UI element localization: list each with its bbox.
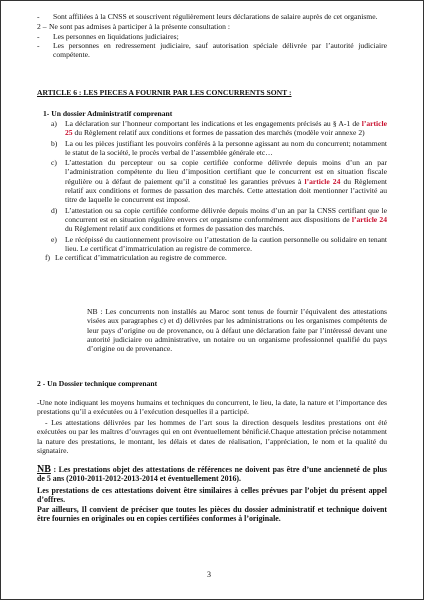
article-title: ARTICLE 6 : LES PIECES A FOURNIR PAR LES CONCURRENTS SONT : [37, 88, 292, 97]
article-reference: l’article 25 [65, 119, 387, 138]
article-reference: l’article 24 [351, 214, 387, 224]
list-item: - Sont affiliées à la CNSS et souscrivent régulièrement leurs déclarations de salaire auprès de cet organisme. [37, 12, 378, 21]
list-item: c) L’attestation du percepteur ou sa copie certifiée conforme délivrée depuis moins d’un an par l’administration compétente du lieu d’imposition certifiant que le concurrent est en situation fiscale régulière ou à défaut de paiement qu’il a constitué les garanties prévues à l’article 24 du Règlement relatif aux conditions et formes de passation des marchés. Cette attestation doit mentionner l’activité au titre de laquelle le concurrent est imposé. [51, 158, 387, 205]
list-item: b) La ou les pièces justifiant les pouvoirs conférés à la personne agissant au nom du concurrent; notamment le statut de la société, le procès verbal de l’assemblée générale etc… [51, 138, 387, 157]
nb-note: NB : Les concurrents non installés au Maroc sont tenus de fournir l’équivalent des attestations visées aux paragraphes c) et d) délivrées par les administrations ou les organismes compétents de leur pays d’origine ou de provenance, ou à défaut une déclaration faite par l’intéressé devant une autorité judiciaire ou administrative, un notaire ou un organisme professionnel qualifié du pays d’origine ou de provenance. [87, 307, 387, 354]
list-item: d) L’attestation ou sa copie certifiée conforme délivrée depuis moins d’un an par la CNSS certifiant que le concurrent est en situation régulière envers cet organisme conformément aux dispositions de l’article 24 du Règlement relatif aux conditions et formes de passation des marchés. [51, 205, 387, 234]
list-item: - Les personnes en redressement judiciaire, sauf autorisation spéciale délivrée par l’autorité judiciaire compétente. [37, 40, 387, 60]
list-item: - Les personnes en liquidations judiciaires; [37, 31, 179, 41]
top-list [37, 12, 387, 59]
nb-references: NB : Les prestations objet des attestations de références ne doivent pas être d’une ancienneté de plus de 5 ans (2010-2011-2012-2013-2014 et éventuellement 2016). [37, 464, 387, 484]
list-item: e) Le récépissé du cautionnement provisoire ou l’attestation de la caution personnelle ou solidaire en tenant lieu. Le certificat d’immatriculation au registre de commerce. [51, 234, 387, 253]
section-2-title: 2 - Un Dossier technique comprenant [37, 379, 158, 388]
list-item: 2 – Ne sont pas admises à participer à la présente consultation : [37, 22, 230, 32]
tech-paragraph-1: -Une note indiquant les moyens humains et techniques du concurrent, le lieu, la date, la nature et l’importance des prestations qu’il a exécutées ou à l’exécution desquelles il a participé. [37, 398, 387, 417]
admin-list [45, 119, 387, 263]
article-reference: l’article 24 [304, 176, 341, 186]
page-number: 3 [207, 570, 211, 579]
list-item: a) La déclaration sur l’honneur comportant les indications et les engagements précisés au § A-1 de l’article 25 du Règlement relatif aux conditions et formes de passation des marchés (modèle voir annexe 2) [51, 119, 387, 138]
list-item: f) Le certificat d’immatriculation au registre de commerce. [45, 253, 227, 263]
nb-similarity: Les prestations de ces attestations doivent être similaires à celles prévues par l’objet du présent appel d’offres. [37, 486, 387, 505]
section-1-title: 1- Un dossier Administratif comprenant [43, 109, 173, 118]
nb-label: NB [37, 464, 51, 475]
tech-paragraph-2: - Les attestations délivrées par les hommes de l’art sous la direction desquels lesdites prestations ont été exécutées ou par les maîtres d’ouvrages qui en ont éventuellement bénificié.Chaque attestation précise notamment la nature des prestations, le montant, les délais et dates de réalisation, l’appréciation, le nom et la qualité du signataire. [37, 418, 387, 455]
nb-originals: Par ailleurs, Il convient de préciser que toutes les pièces du dossier administratif et technique doivent être fournies en originales ou en copies certifiées conformes à l’originale. [37, 505, 387, 524]
